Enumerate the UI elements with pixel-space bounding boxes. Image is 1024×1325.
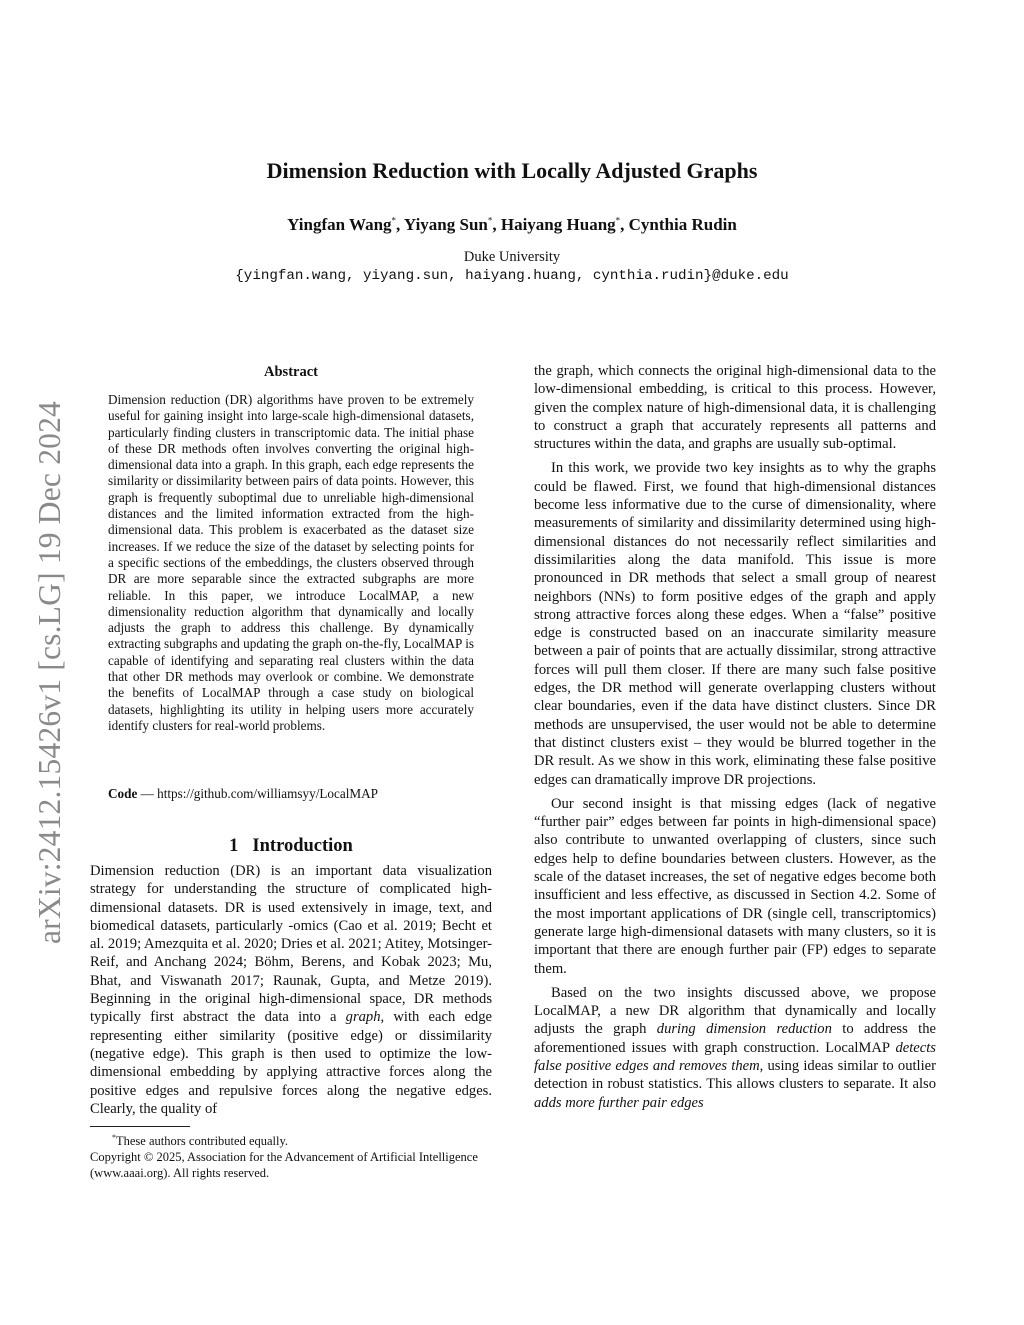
paragraph [534, 984, 936, 1112]
author-name: Cynthia Rudin [628, 215, 737, 234]
arxiv-identifier: arXiv:2412.15426v1 [cs.LG] 19 Dec 2024 [32, 401, 67, 944]
paragraph-text: to address the aforementioned issues with graph construction. LocalMAP [534, 1021, 936, 1056]
code-link-line: Code — https://github.com/williamsyy/LocalMAP [108, 786, 378, 801]
author-emails: {yingfan.wang, yiyang.sun, haiyang.huang, cynthia.rudin}@duke.edu [235, 268, 789, 284]
author-name: Yingfan Wang [287, 215, 392, 234]
code-label: Code [108, 786, 138, 801]
equal-contribution-mark: * [615, 215, 621, 226]
affiliation: Duke University [463, 249, 561, 265]
author-name: Haiyang Huang [500, 215, 616, 234]
code-url-link[interactable]: https://github.com/williamsyy/LocalMAP [157, 786, 378, 801]
footnote-mark: * [112, 1133, 116, 1142]
section-title: Introduction [252, 836, 353, 856]
footnote [90, 1130, 492, 1181]
author-list: Yingfan Wang*, Yiyang Sun*, Haiyang Huang*, Cynthia Rudin [287, 215, 737, 234]
emphasis-text: adds more further pair edges [534, 1094, 704, 1111]
equal-contribution-mark: * [391, 215, 397, 226]
intro-text: , with each edge representing either similarity (positive edge) or dissimilarity (negative edge). This graph is then used to optimize the low-dimensional embedding by applying attractive forces along the positive edges and repulsive forces along the negative edges. Clearly, the quality of [90, 1009, 492, 1117]
author-name: Yiyang Sun [403, 215, 488, 234]
paragraph-text: Based on the two insights discussed above, we propose LocalMAP, a new DR algorithm that dynamically and locally adjusts the graph [534, 984, 936, 1038]
abstract-text: Dimension reduction (DR) algorithms have proven to be extremely useful for gaining insight into large-scale high-dimensional datasets, particularly finding clusters in transcriptomic data. The initial phase of these DR methods often involves converting the original high-dimensional data into a graph. In this graph, each edge represents the similarity or dissimilarity between pairs of data points. However, this graph is frequently suboptimal due to unreliable high-dimensional distances and the limited information extracted from the high-dimensional data. This problem is exacerbated as the dataset size increases. If we reduce the size of the dataset by selecting points for a specific sections of the embeddings, the clusters observed through DR are more separable since the extracted subgraphs are more reliable. In this paper, we introduce LocalMAP, a new dimensionality reduction algorithm that dynamically and locally adjusts the graph to address this challenge. By dynamically extracting subgraphs and updating the graph on-the-fly, LocalMAP is capable of identifying and separating real clusters within the data that other DR methods may overlook or combine. We demonstrate the benefits of LocalMAP through a case study on biological datasets, highlighting its utility in helping users more accurately identify clusters for real-world problems. [108, 392, 474, 733]
equal-contribution-mark: * [487, 215, 493, 226]
footnote-rule [90, 1126, 190, 1127]
paragraph: In this work, we provide two key insights as to why the graphs could be flawed. First, we found that high-dimensional distances become less informative due to the curse of dimensionality, where measurements of similarity and dissimilarity determined using high-dimensional distances do not necessarily reflect similarities and dissimilarities along the data manifold. This issue is more pronounced in DR methods that select a small group of nearest neighbors (NNs) to form positive edges of the graph and apply strong attractive forces along these edges. When a “false” positive edge is constructed based on an inaccurate similarity measure between a pair of points that are actually dissimilar, strong attractive forces will pull them closer. If there are many such false positive edges, the DR method will generate overlapping clusters without clear boundaries, even if the data have distinct clusters. Since DR methods are unsupervised, the user would not be able to determine that distinct clusters exist – they would be blurred together in the DR result. As we show in this work, eliminating these false positive edges can dramatically improve DR projections. [534, 460, 936, 788]
intro-emphasis: graph [345, 1009, 381, 1026]
emphasis-text: detects false positive edges and removes them [534, 1039, 936, 1074]
paragraph-text: , using ideas similar to outlier detection in robust statistics. This allows clusters to separate. It also [534, 1057, 936, 1093]
abstract-heading: Abstract [264, 364, 318, 380]
section-heading-introduction [90, 836, 492, 857]
intro-text: Dimension reduction (DR) is an important data visualization strategy for understanding the structure of complicated high-dimensional datasets. DR is used extensively in image, text, and biomedical datasets, particularly -omics (Cao et al. 2019; Becht et al. 2019; Amezquita et al. 2020; Dries et al. 2021; Atitey, Motsinger-Reif, and Anchang 2024; Böhm, Berens, and Kobak 2023; Mu, Bhat, and Viswanath 2017; Raunak, Gupta, and Metze 2019). Beginning in the original high-dimensional space, DR methods typically first abstract the data into a [90, 863, 492, 1026]
right-column [534, 362, 936, 1118]
emphasis-text: during dimension reduction [656, 1021, 832, 1038]
paper-title: Dimension Reduction with Locally Adjusted Graphs [266, 158, 758, 183]
section-number: 1 [229, 836, 239, 856]
footnote-text: These authors contributed equally. [116, 1134, 289, 1149]
introduction-paragraph [90, 862, 492, 1118]
paragraph: the graph, which connects the original high-dimensional data to the low-dimensional embedding, is critical to this process. However, given the complex nature of high-dimensional data, it is challenging to construct a graph that accurately represents all patterns and structures within the data, and graphs are usually sub-optimal. [534, 363, 936, 453]
copyright-notice: Copyright © 2025, Association for the Advancement of Artificial Intelligence (www.aaai.org). All rights reserved. [90, 1150, 478, 1181]
paragraph: Our second insight is that missing edges (lack of negative “further pair” edges between far points in high-dimensional space) also contribute to unwanted overlapping of clusters, since such edges help to define boundaries between clusters. However, as the scale of the dataset increases, the set of negative edges become both insufficient and less effective, as discussed in Section 4.2. Some of the most important applications of DR (single cell, transcriptomics) generate large high-dimensional datasets with many clusters, so it is important that there are enough further pair (FP) edges to separate them. [534, 795, 936, 977]
